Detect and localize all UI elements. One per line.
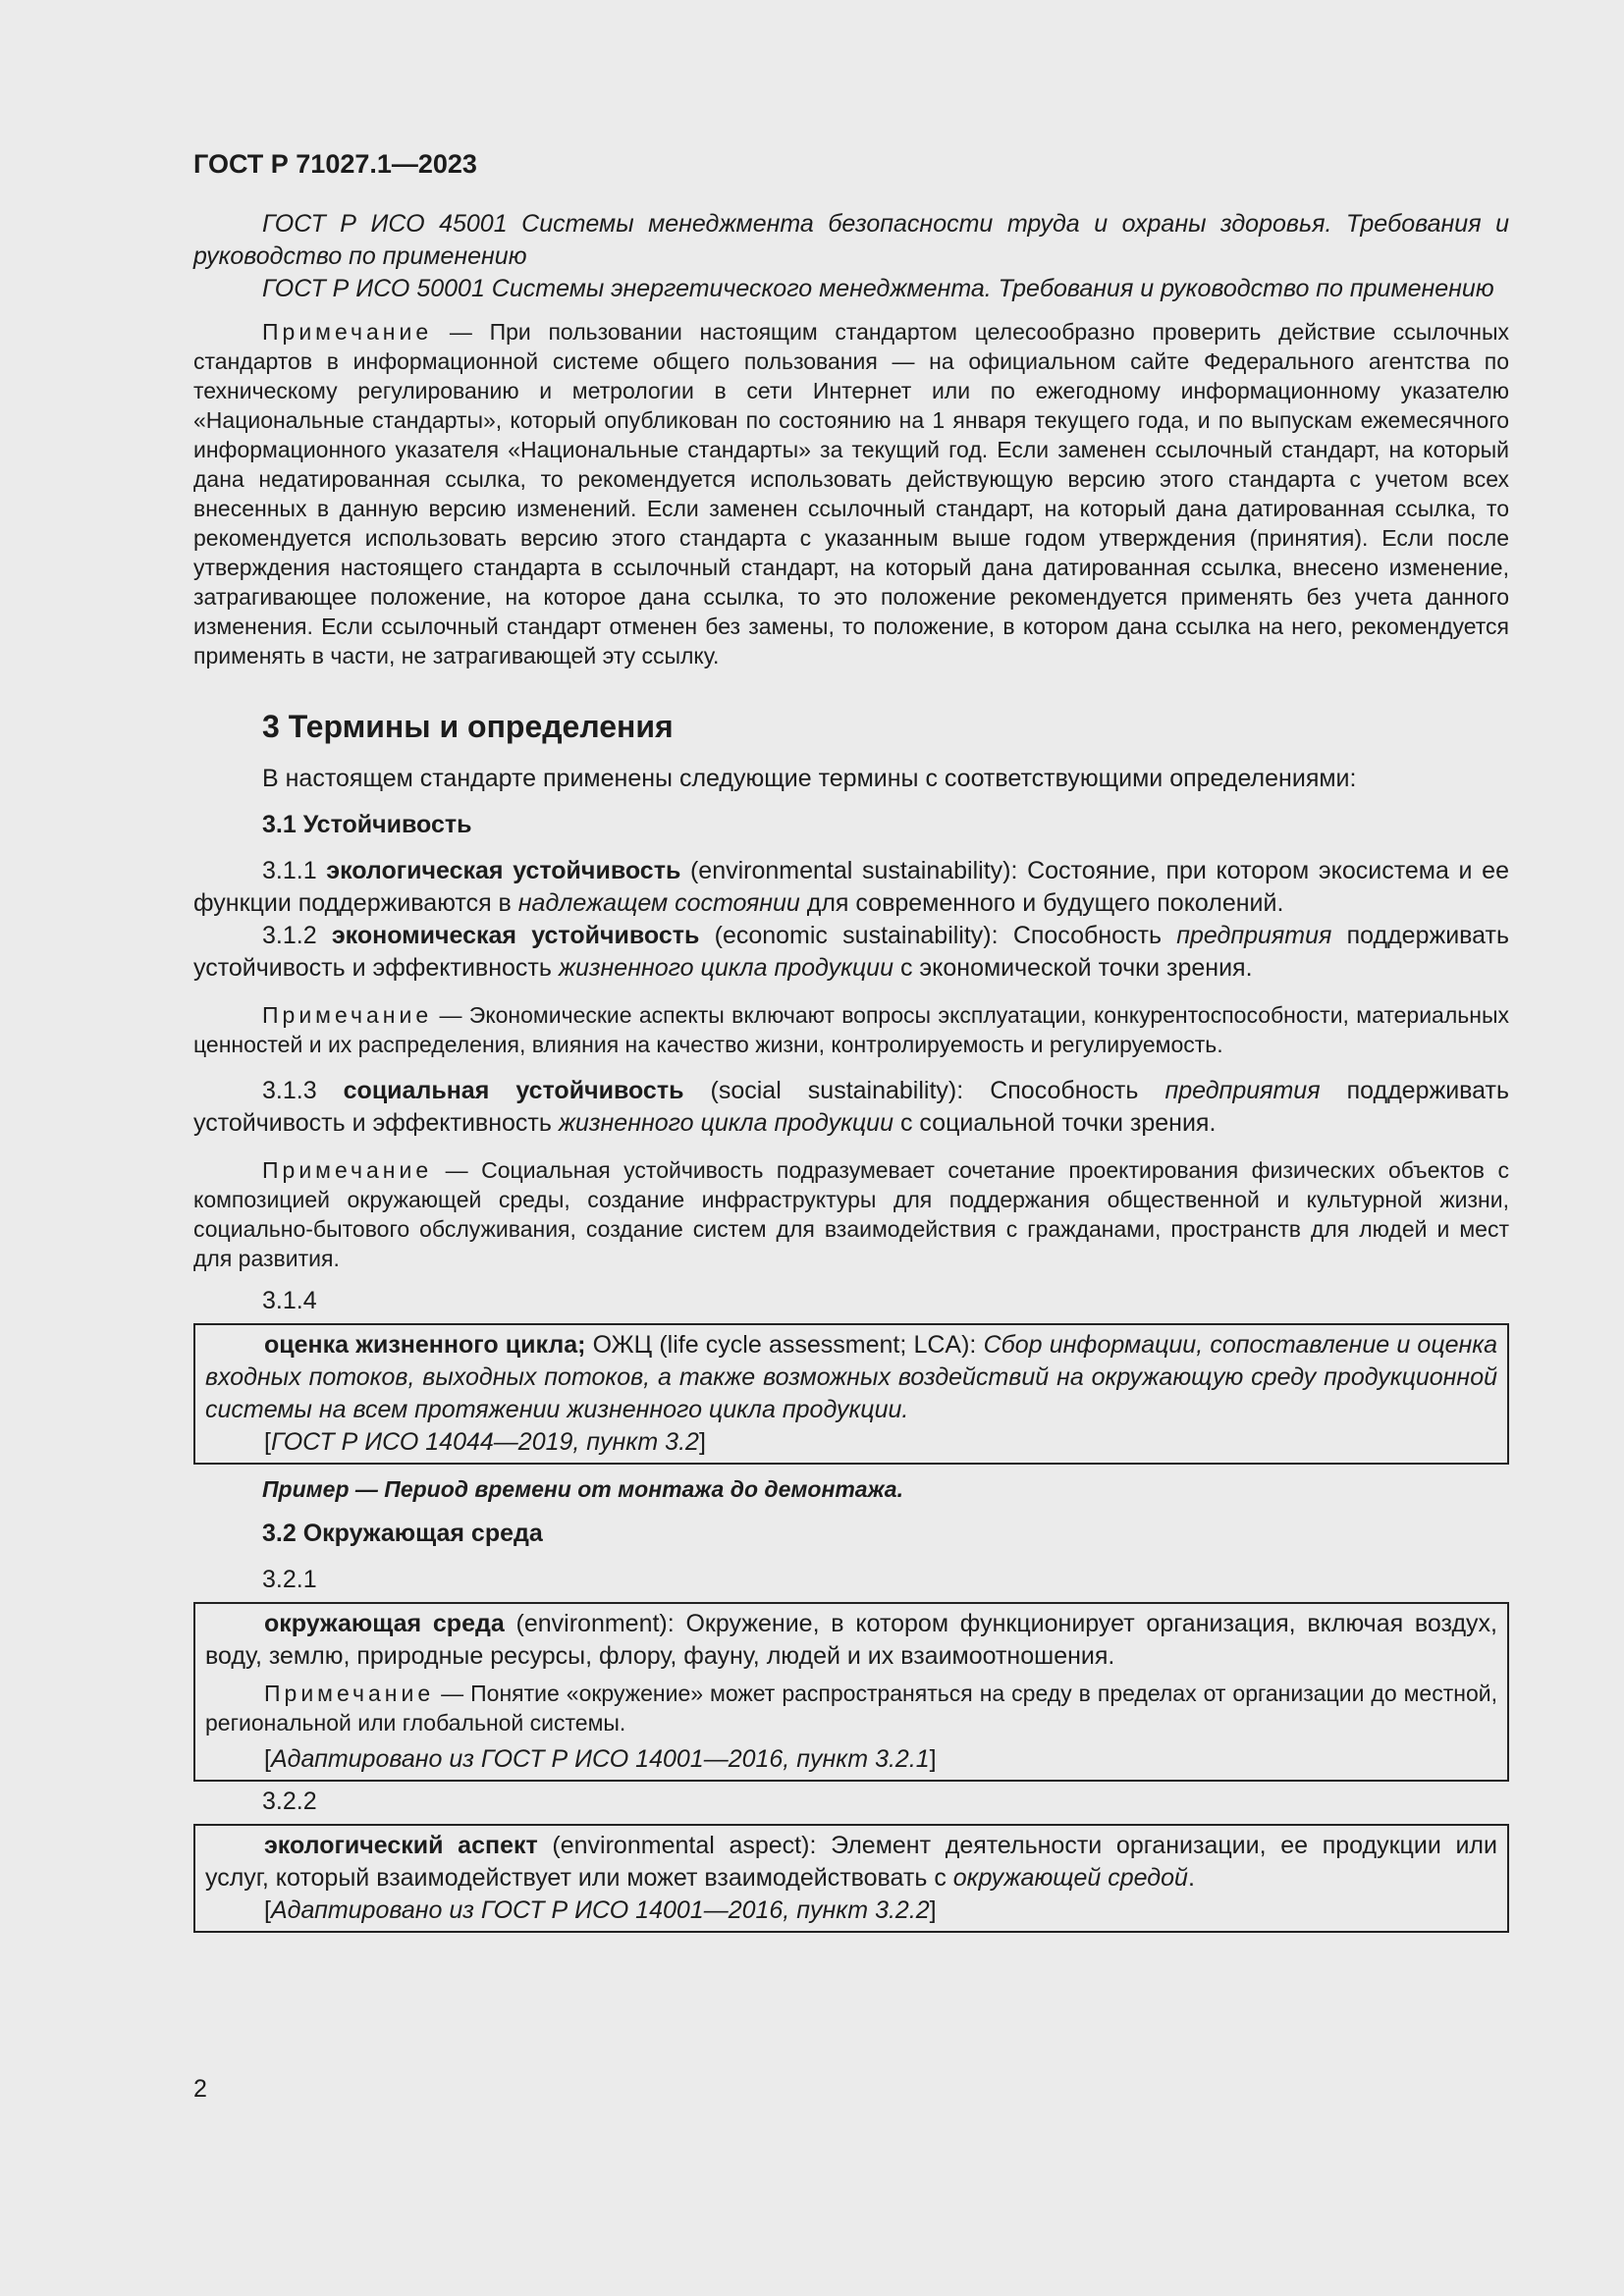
note-references [193, 317, 1509, 670]
term-3-1-3: 3.1.3 социальная устойчивость (social sustainability): Способность предприятия поддерживать устойчивость и эффективность жизненного цикла продукции с социальной точки зрения. [193, 1077, 1509, 1137]
note-text: — При пользовании настоящим стандартом целесообразно проверить действие ссылочных стандартов в информационной системе общего пользования — на официальном сайте Федерального агентства по техническому регулированию и метрологии в сети Интернет или по ежегодному информационному указателю «Национальные стандарты», который опубликован по состоянию на 1 января текущего года, и по выпускам ежемесячного информационного указателя «Национальные стандарты» за текущий год. Если заменен ссылочный стандарт, на который дана недатированная ссылка, то рекомендуется использовать действующую версию этого стандарта с учетом всех внесенных в данную версию изменений. Если заменен ссылочный стандарт, на который дана датированная ссылка, то рекомендуется использовать версию этого стандарта с указанным выше годом утверждения (принятия). Если после утверждения настоящего стандарта в ссылочный стандарт, на который дана датированная ссылка, внесено изменение, затрагивающее положение, на которое дана ссылка, то это положение рекомендуется применять без учета данного изменения. Если ссылочный стандарт отменен без замены, то положение, в котором дана ссылка на него, рекомендуется применять в части, не затрагивающей эту ссылку. [193, 319, 1509, 668]
term-definition: окружающая среда (environment): Окружение, в котором функционирует организация, включая воздух, воду, землю, природные ресурсы, флору, фауну, людей и их взаимоотношения. [205, 1610, 1498, 1670]
term-source: [Адаптировано из ГОСТ Р ИСО 14001—2016, пункт 3.2.2] [264, 1896, 937, 1924]
section-title: 3 Термины и определения [262, 709, 674, 744]
subsection-title: 3.1 Устойчивость [262, 811, 472, 838]
document-header: ГОСТ Р 71027.1—2023 [193, 149, 477, 179]
section-intro: В настоящем стандарте применены следующие термины с соответствующими определениями: [262, 765, 1357, 792]
normative-reference: ГОСТ Р ИСО 50001 Системы энергетического менеджмента. Требования и руководство по применению [262, 275, 1494, 302]
term-box-3-2-1 [193, 1602, 1509, 1782]
term-source: [Адаптировано из ГОСТ Р ИСО 14001—2016, пункт 3.2.1] [264, 1745, 937, 1773]
term-definition: оценка жизненного цикла; ОЖЦ (life cycle assessment; LCA): Сбор информации, сопоставление и оценка входных потоков, выходных потоков, а также возможных воздействий на окружающую среду продукционной системы на всем протяжении жизненного цикла продукции. [205, 1331, 1497, 1423]
term-note: Примечание — Понятие «окружение» может распространяться на среду в пределах от организации до местной, региональной или глобальной системы. [205, 1681, 1497, 1735]
term-number: 3.2.2 [262, 1788, 317, 1815]
term-example: Пример — Период времени от монтажа до демонтажа. [262, 1476, 903, 1502]
note-economic: Примечание — Экономические аспекты включают вопросы эксплуатации, конкурентоспособности, материальных ценностей и их распределения, влияния на качество жизни, контролируемость и регулируемость. [193, 1002, 1509, 1057]
page-number: 2 [193, 2075, 207, 2103]
term-number: 3.1.4 [262, 1287, 317, 1314]
term-number: 3.2.1 [262, 1566, 317, 1593]
term-source: [ГОСТ Р ИСО 14044—2019, пункт 3.2] [264, 1428, 706, 1456]
term-3-1-1: 3.1.1 экологическая устойчивость (environmental sustainability): Состояние, при котором экосистема и ее функции поддерживаются в надлежащем состоянии для современного и будущего поколений. [193, 857, 1509, 917]
term-box-3-2-2 [193, 1824, 1509, 1933]
subsection-title: 3.2 Окружающая среда [262, 1520, 543, 1547]
term-definition: экологический аспект (environmental aspect): Элемент деятельности организации, ее продукции или услуг, который взаимодействует или может взаимодействовать с окружающей средой. [205, 1832, 1497, 1892]
note-social: Примечание — Социальная устойчивость подразумевает сочетание проектирования физических объектов с композицией окружающей среды, создание инфраструктуры для поддержания общественной и культурной жизни, социально-бытового обслуживания, создание систем для взаимодействия с гражданами, пространств для людей и мест для развития. [193, 1157, 1509, 1271]
document-page [193, 145, 1509, 1933]
term-3-1-2: 3.1.2 экономическая устойчивость (economic sustainability): Способность предприятия поддерживать устойчивость и эффективность жизненного цикла продукции с экономической точки зрения. [193, 922, 1509, 982]
note-label: Примечание [262, 319, 433, 345]
term-box-3-1-4 [193, 1323, 1509, 1465]
normative-reference: ГОСТ Р ИСО 45001 Системы менеджмента безопасности труда и охраны здоровья. Требования и руководство по применению [193, 210, 1509, 270]
